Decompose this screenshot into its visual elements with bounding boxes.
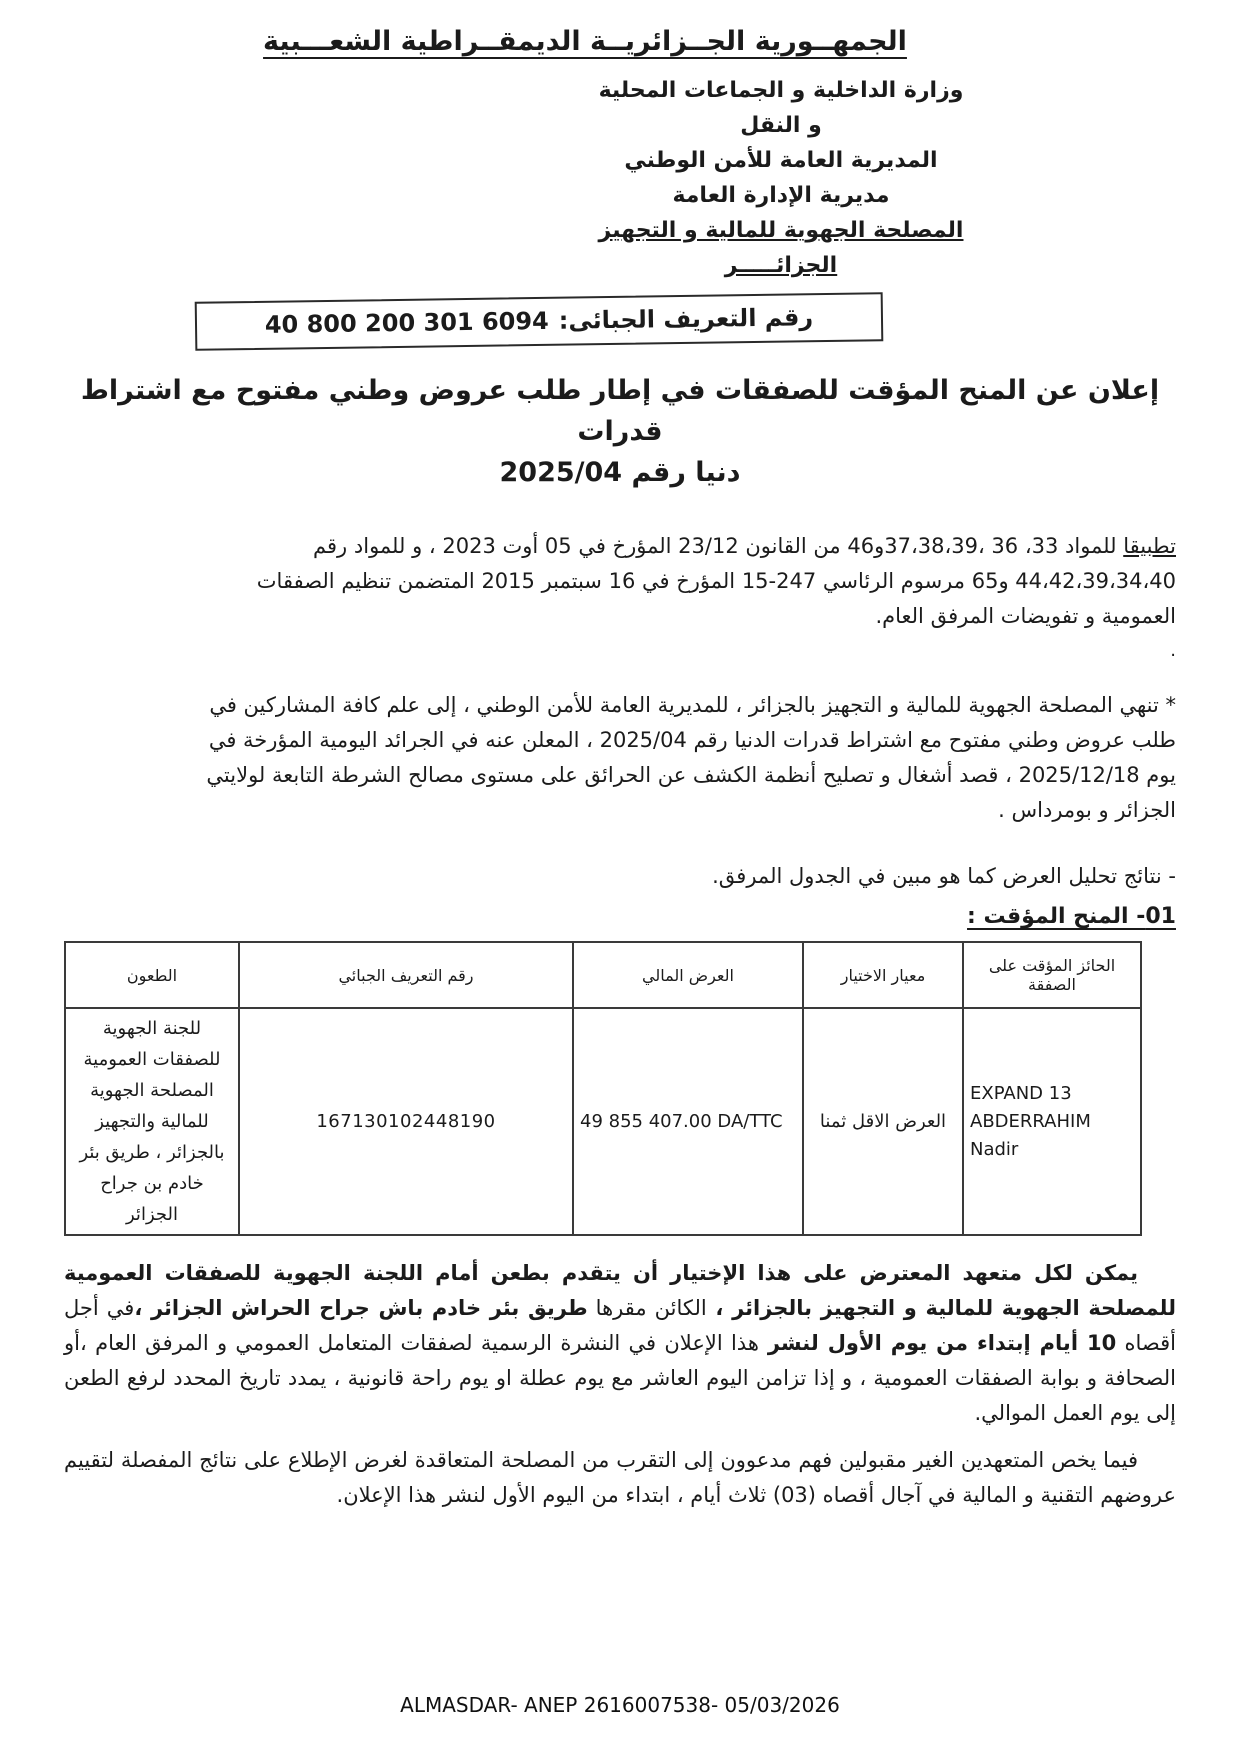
ministry-line-transport: و النقل [740,113,822,138]
winner-person: ABDERRAHIM Nadir [970,1110,1091,1160]
winner-company: EXPAND 13 [970,1082,1072,1104]
announcement-body-line2: طلب عروض وطني مفتوح مع اشتراط قدرات الدنيا رقم 2025/04 ، المعلن عنه في الجرائد اليومية المؤرخة في [208,728,1176,752]
col-header-winner: الحائز المؤقت على الصفقة [963,942,1141,1008]
legal-basis-line2: 44،42،39،34،40 و65 مرسوم الرئاسي 247-15 المؤرخ في 16 سبتمبر 2015 المتضمن تنظيم الصفقات [256,569,1176,593]
announcement-title-line1: إعلان عن المنح المؤقت للصفقات في إطار طلب عروض وطني مفتوح مع اشتراط قدرات [80,375,1160,447]
announcement-title-line2: دنيا رقم 2025/04 [499,457,741,488]
stray-period: . [1170,640,1176,661]
ministry-header-block [566,73,996,283]
ministry-line-dgsn: المديرية العامة للأمن الوطني [624,148,938,173]
tax-id-label: رقم التعريف الجبائى: [558,303,814,335]
announcement-body-line3: يوم 2025/12/18 ، قصد أشغال و تصليح أنظمة الكشف عن الحرائق على مستوى مصالح الشرطة التابعة لولايتي [206,763,1176,787]
text-segment: هذا الإعلان في النشرة الرسمية لصفقات المتعامل العمومي و المرفق العام ،أو الصحافة و بوابة الصفقات العمومية ، و إذا تزامن اليوم العاشر مع يوم عطلة او يوم راحة قانونية ، يمدد تاريخ المحدد لرفع الطعن إلى يوم العمل الموالي. [64,1331,1176,1425]
cell-winner [963,1008,1141,1235]
announcement-body-paragraph [64,688,1176,828]
text-segment: طريق بئر خادم باش جراح الحراش الجزائر ، [134,1296,588,1320]
appeal-procedure-paragraph [64,1256,1176,1431]
table-header-row [65,942,1141,1008]
ministry-line-algiers: الجزائـــــر [724,253,838,278]
anep-footer: ALMASDAR- ANEP 2616007538- 05/03/2026 [400,1693,840,1717]
tax-id-box [195,292,884,351]
analysis-results-note: - نتائج تحليل العرض كما هو مبين في الجدول المرفق. [712,864,1176,888]
ministry-line-administration: مديرية الإدارة العامة [672,183,890,208]
provisional-award-heading: 01- المنح المؤقت : [967,904,1176,929]
text-segment: تطبيقا [1123,534,1176,558]
legal-basis-paragraph [64,529,1176,634]
cell-financial-offer: 49 855 407.00 DA/TTC [573,1008,803,1235]
text-segment: يمكن لكل متعهد المعترض على هذا الإختيار أن يتقدم بطعن أمام اللجنة الجهوية للصفقات العمومية للمصلحة الجهوية للمالية و التجهيز بالجزائر ، [64,1261,1176,1320]
text-segment: الكائن مقرها [587,1296,707,1320]
text-segment: في أجل أقصاه [64,1296,1176,1355]
announcement-body-line4: الجزائر و بومرداس . [998,798,1176,822]
republic-title: الجمهــورية الجــزائريــة الديمقــراطية الشعـــبية [263,26,907,57]
cell-tax-id: 167130102448190 [239,1008,573,1235]
announcement-title [64,370,1176,493]
text-segment: 10 أيام إبتداء من يوم الأول لنشر [758,1331,1117,1355]
table-row [65,1008,1141,1235]
cell-criterion: العرض الاقل ثمنا [803,1008,963,1235]
col-header-appeals: الطعون [65,942,239,1008]
col-header-tax-id: رقم التعريف الجبائي [239,942,573,1008]
col-header-financial-offer: العرض المالي [573,942,803,1008]
provisional-award-table [64,941,1142,1236]
tax-id-number: 40 800 200 301 6094 [264,306,549,339]
legal-basis-line3: العمومية و تفويضات المرفق العام. [875,604,1176,628]
text-segment: للمواد 33، 36 ،37،38،39و46 من القانون 23/12 المؤرخ في 05 أوت 2023 ، و للمواد رقم [313,534,1124,558]
cell-appeals: للجنة الجهوية للصفقات العمومية المصلحة الجهوية للمالية والتجهيز بالجزائر ، طريق بئر خادم بن جراح الجزائر [65,1008,239,1235]
ministry-line-interior: وزارة الداخلية و الجماعات المحلية [598,78,964,103]
col-header-criterion: معيار الاختيار [803,942,963,1008]
announcement-body-line1: * تنهي المصلحة الجهوية للمالية و التجهيز بالجزائر ، للمديرية العامة للأمن الوطني ، إلى علم كافة المشاركين في [209,693,1176,717]
rejected-bidders-paragraph: فيما يخص المتعهدين الغير مقبولين فهم مدعوون إلى التقرب من المصلحة المتعاقدة لغرض الإطلاع على نتائج المفصلة لتقييم عروضهم التقنية و المالية في آجال أقصاه (03) ثلاث أيام ، ابتداء من اليوم الأول لنشر هذا الإعلان. [64,1448,1176,1507]
ministry-line-regional-service: المصلحة الجهوية للمالية و التجهيز [598,218,964,243]
legal-basis-line1 [64,529,1176,564]
